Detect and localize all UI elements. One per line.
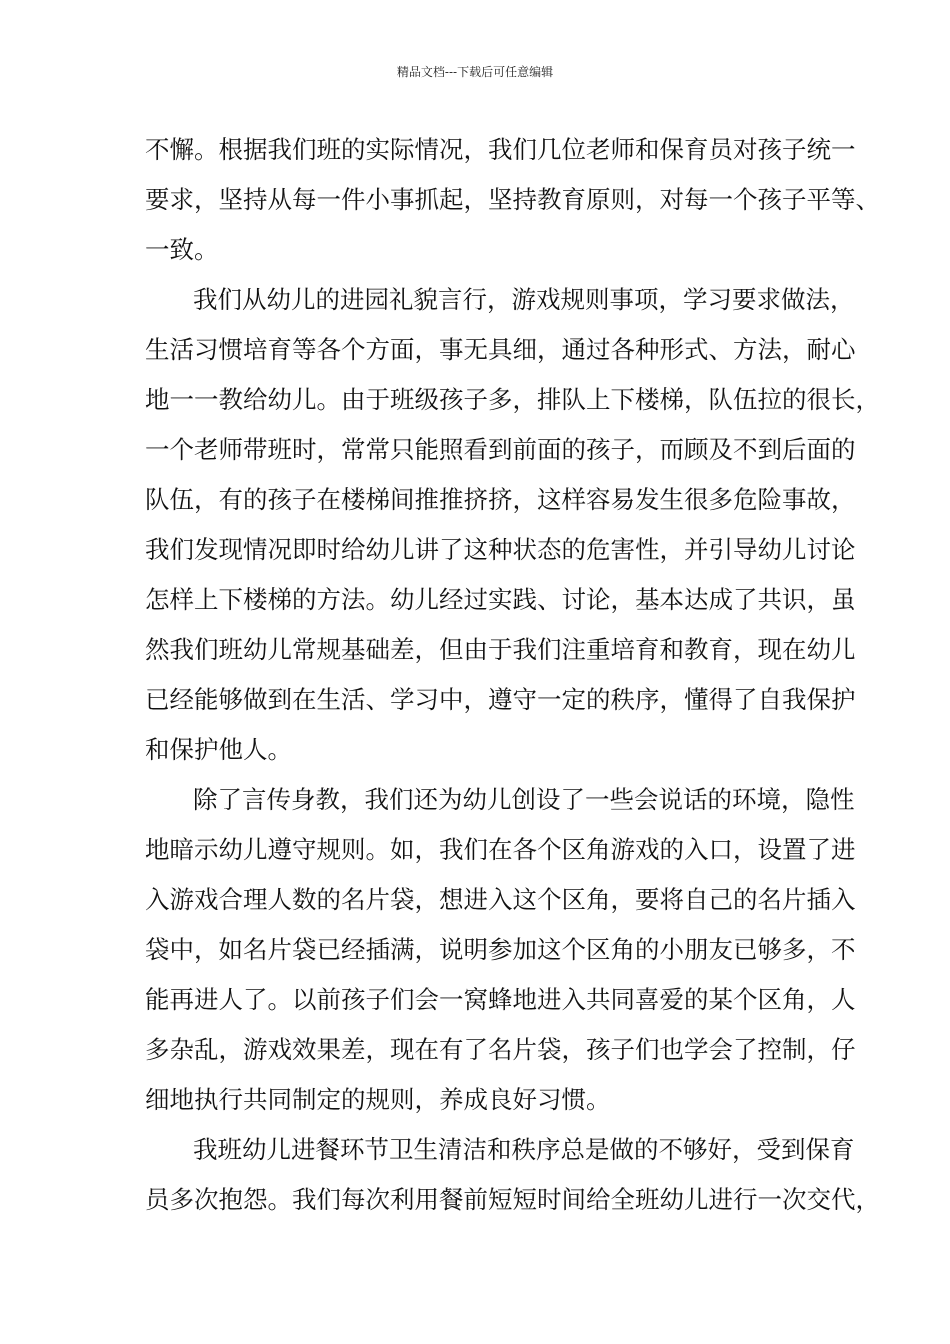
text-line: 怎样上下楼梯的方法。幼儿经过实践、讨论，基本达成了共识，虽 (145, 585, 856, 614)
text-line: 能再进人了。以前孩子们会一窝蜂地进入共同喜爱的某个区角，人 (145, 985, 856, 1014)
text-line: 生活习惯培育等各个方面，事无具细，通过各种形式、方法，耐心 (145, 335, 856, 364)
text-line: 多杂乱，游戏效果差，现在有了名片袋，孩子们也学会了控制，仔 (145, 1035, 856, 1064)
text-line: 已经能够做到在生活、学习中，遵守一定的秩序，懂得了自我保护 (145, 685, 856, 714)
text-line: 袋中，如名片袋已经插满，说明参加这个区角的小朋友已够多，不 (145, 935, 856, 964)
page-header: 精品文档---下载后可任意编辑 (396, 65, 554, 79)
text-line: 细地执行共同制定的规则，养成良好习惯。 (145, 1085, 611, 1114)
text-line: 和保护他人。 (145, 735, 292, 764)
text-line: 我们发现情况即时给幼儿讲了这种状态的危害性，并引导幼儿讨论 (145, 535, 856, 564)
text-line: 地一一教给幼儿。由于班级孩子多，排队上下楼梯，队伍拉的很长， (145, 385, 880, 414)
text-line: 入游戏合理人数的名片袋，想进入这个区角，要将自己的名片插入 (145, 885, 856, 914)
text-line: 一致。 (145, 235, 219, 264)
text-line: 员多次抱怨。我们每次利用餐前短短时间给全班幼儿进行一次交代， (145, 1185, 880, 1214)
text-line: 一个老师带班时，常常只能照看到前面的孩子，而顾及不到后面的 (145, 435, 856, 464)
text-line: 除了言传身教，我们还为幼儿创设了一些会说话的环境，隐性 (193, 785, 855, 814)
text-line: 我们从幼儿的进园礼貌言行，游戏规则事项，学习要求做法， (193, 285, 855, 314)
text-line: 地暗示幼儿遵守规则。如，我们在各个区角游戏的入口，设置了进 (145, 835, 856, 864)
text-line: 然我们班幼儿常规基础差，但由于我们注重培育和教育，现在幼儿 (145, 635, 856, 664)
text-line: 不懈。根据我们班的实际情况，我们几位老师和保育员对孩子统一 (145, 135, 856, 164)
text-line: 队伍，有的孩子在楼梯间推推挤挤，这样容易发生很多危险事故， (145, 485, 856, 514)
text-line: 要求，坚持从每一件小事抓起，坚持教育原则，对每一个孩子平等、 (145, 185, 880, 214)
text-line: 我班幼儿进餐环节卫生清洁和秩序总是做的不够好，受到保育 (193, 1135, 855, 1164)
